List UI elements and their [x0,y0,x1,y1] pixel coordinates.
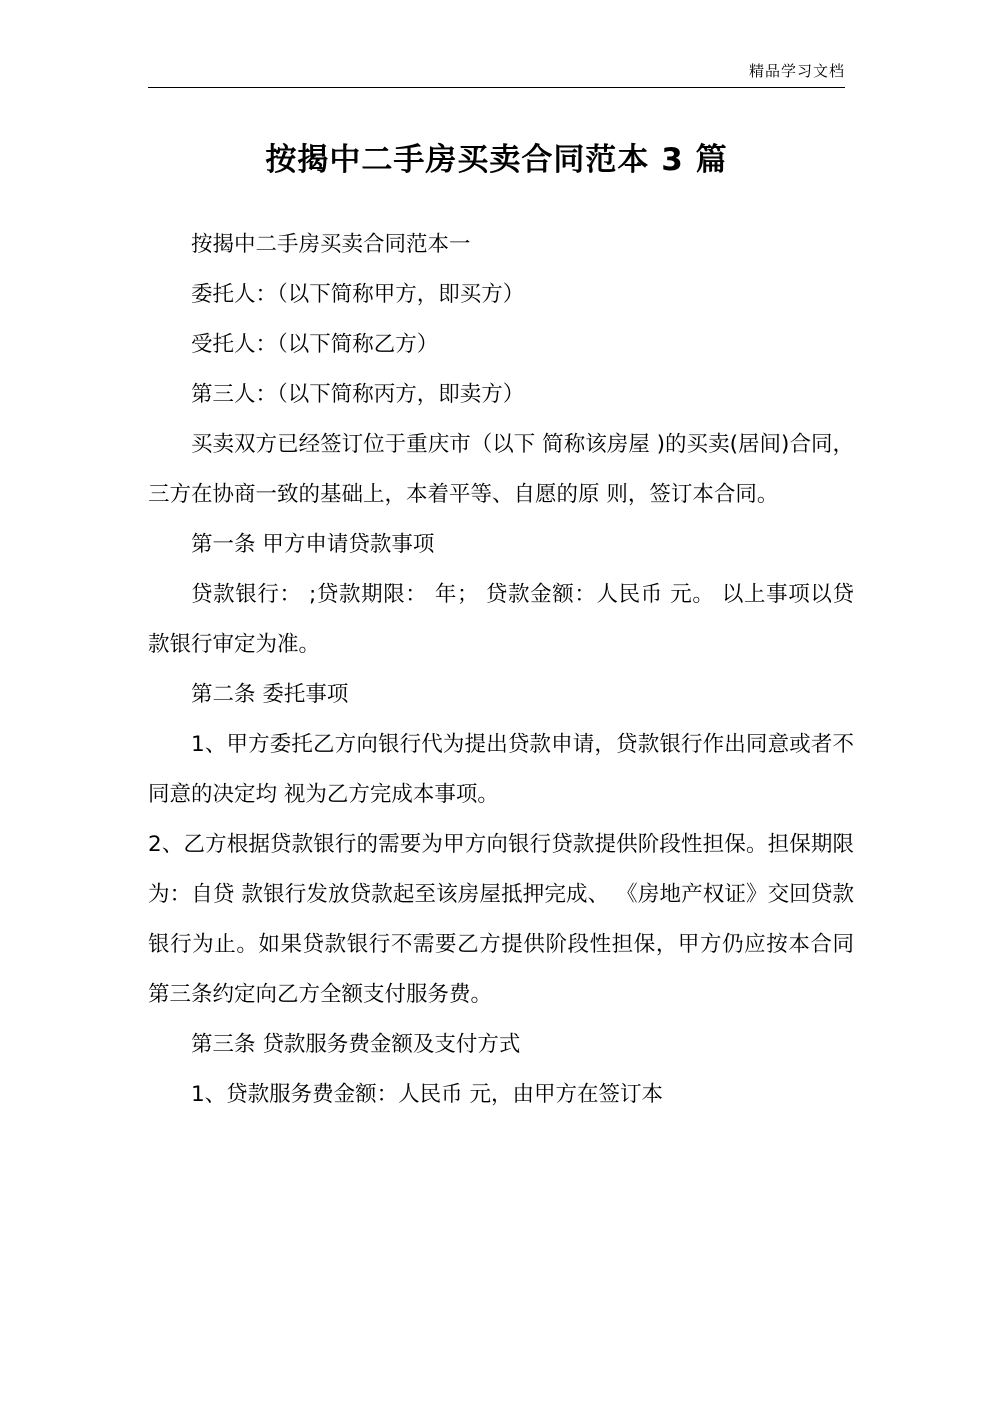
page-header [148,60,845,88]
body-paragraph: 第三人：（以下简称丙方，即卖方） [191,382,525,407]
body-paragraph: 第一条 甲方申请贷款事项 [191,532,435,557]
header-divider [148,87,845,88]
header-watermark-text: 精品学习文档 [748,62,845,80]
body-paragraph: 按揭中二手房买卖合同范本一 [191,232,471,257]
body-paragraph: 贷款银行： ;贷款期限： 年； 贷款金额：人民币 元。 以上事项以贷款银行审定为准。 [148,582,854,657]
body-paragraph: 第三条 贷款服务费金额及支付方式 [191,1032,521,1057]
body-paragraph: 1、贷款服务费金额：人民币 元，由甲方在签订本 [191,1082,664,1107]
body-paragraph: 委托人：（以下简称甲方，即买方） [191,282,525,307]
body-paragraph: 受托人：（以下简称乙方） [191,332,439,357]
body-paragraph: 买卖双方已经签订位于重庆市（以下 简称该房屋 )的买卖(居间)合同，三方在协商一致的基础上，本着平等、自愿的原 则，签订本合同。 [148,432,854,507]
body-paragraph: 1、甲方委托乙方向银行代为提出贷款申请，贷款银行作出同意或者不同意的决定均 视为乙方完成本事项。 [148,732,854,807]
page-title: 按揭中二手房买卖合同范本 3 篇 [265,141,728,178]
body-paragraph: 第二条 委托事项 [191,682,349,707]
body-paragraph: 2、乙方根据贷款银行的需要为甲方向银行贷款提供阶段性担保。担保期限为：自贷 款银行发放贷款起至该房屋抵押完成、 《房地产权证》交回贷款银行为止。如果贷款银行不需要乙方提供阶段性担保，甲方仍应按本合同第三条约定向乙方全额支付服务费。 [148,832,854,1007]
document-body [148,220,854,1120]
